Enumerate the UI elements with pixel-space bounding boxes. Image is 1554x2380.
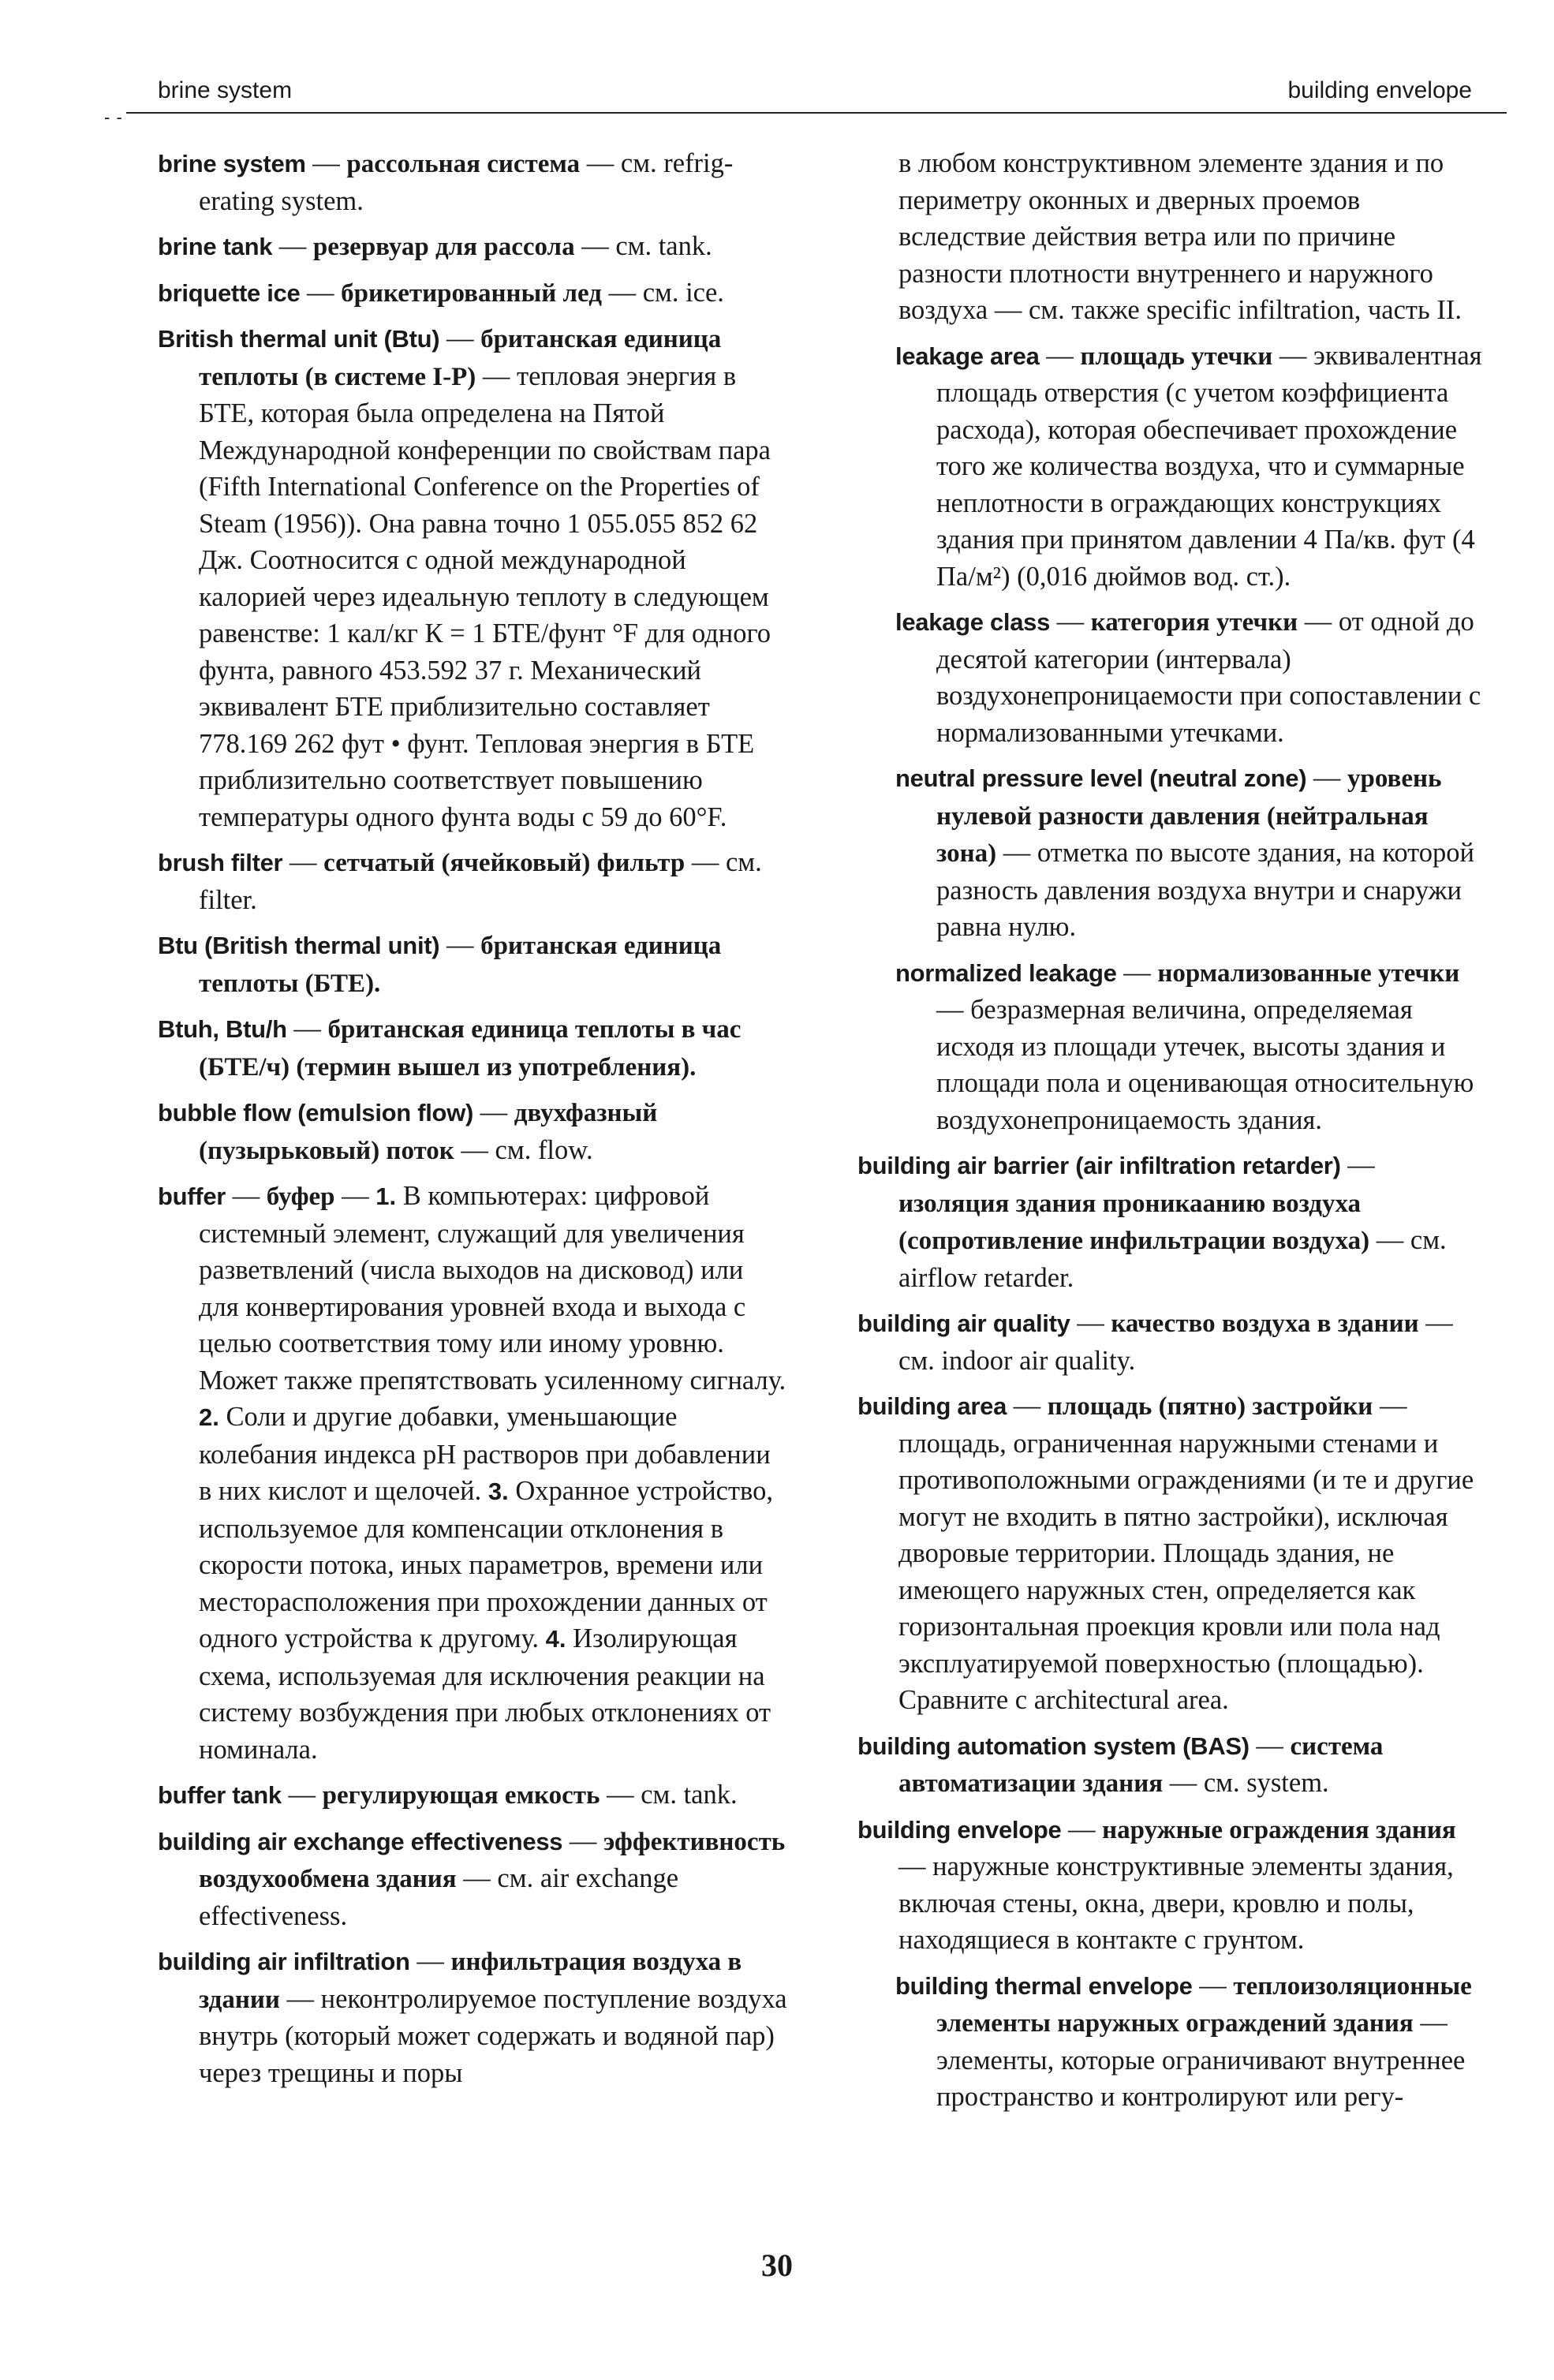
continuation-text: в любом конструктивном элементе здания и по периметру оконных и дверных проемов вследствие действия ветра или по причине разности плотности внутреннего и наружного воздуха — см. также specific infiltration, часть II.: [898, 148, 1462, 325]
entry-translation: качество воздуха в здании: [1111, 1310, 1419, 1338]
entry-translation: брикетированный лед: [341, 278, 602, 308]
entry-term: building area: [857, 1392, 1007, 1420]
right-column: [857, 145, 1489, 2124]
entry-translation: рассольная система: [346, 150, 581, 178]
entry-term: briquette ice: [158, 278, 301, 307]
entry-translation: буфер: [266, 1183, 335, 1211]
entry-term: building automation system (BAS): [857, 1732, 1250, 1760]
entry-translation: регулирующая емкость: [322, 1781, 600, 1810]
entry-translation: уровень нулевой разности давления (нейтральная зона): [936, 764, 1442, 868]
sense-text: Охранное устройство, используемое для компенсации отклонения в скорости потока, иных параметров, времени или месторасположения при прохождении данных от одного устройства к другому.: [199, 1476, 773, 1653]
entry-term: brine system: [158, 150, 306, 177]
sense-text: Соли и другие добавки, уменьшающие колебания индекса pH растворов при добавлении в них кислот и щелочей.: [199, 1402, 771, 1506]
entry-definition: эквивалентная площадь отверстия (с учетом коэффициента расхода), которая обеспечивает прохождение того же количества воздуха, что и суммарные неплотности в ограждающих конструкциях здания при принятом давлении 4 Па/кв. фут (4 Па/м²) (0,016 дюймов вод. ст.).: [936, 340, 1482, 592]
left-column: [158, 145, 789, 2100]
entry-definition: безразмерная величина, определяемая исходя из площади утечек, высоты здания и площади пола и оценивающая относительную воздухонепроницаемость здания.: [936, 995, 1474, 1135]
entry-term: neutral pressure level (neutral zone): [895, 764, 1307, 792]
entry-term: Btuh, Btu/h: [158, 1015, 287, 1043]
entry-definition: отметка по высоте здания, на которой разность давления воздуха внутри и снаружи равна нулю.: [936, 838, 1474, 942]
entry-translation: сетчатый (ячейковый) фильтр: [323, 849, 685, 877]
dictionary-entry: neutral pressure level (neutral zone) — уровень нулевой разности давления (нейтральная зона) — отметка по высоте здания, на которой разность давления воздуха внутри и снаружи равна нулю.: [895, 763, 1474, 942]
page-number: 30: [761, 2247, 793, 2283]
header-rule: [126, 112, 1507, 114]
entry-term: brine tank: [158, 233, 273, 260]
entry-definition: тепловая энергия в БТЕ, которая была определена на Пятой Международной конференции по свойствам пара (Fifth International Conference on the Properties of Steam (1956)). Она равна точно 1 055.055 852 62 Дж. Соотносится с одной международной калорией через идеальную теплоту в следующем равенстве: 1 кал/кг К = 1 БТЕ/фунт °F для одного фунта, равного 453.592 37 г. Механический эквивалент БТЕ приблизительно составляет 778.169 262 фут • фунт. Тепловая энергия в БТЕ приблизительно соответствует повышению температуры одного фунта воды с 59 до 60°F.: [199, 361, 771, 832]
entry-term: brush filter: [158, 849, 283, 876]
dictionary-entry: leakage class — категория утечки — от одной до десятой категории (интервала) воздухонепроницаемости при сопоставлении с нормализованными утечками.: [895, 607, 1481, 748]
entry-definition: элементы, которые ограничивают внутреннее пространство и контролируют или регу-: [936, 2045, 1466, 2112]
entry-translation: изоляция здания проникаанию воздуха (сопротивление инфильтрации воздуха): [898, 1189, 1370, 1255]
entry-definition: см. filter.: [199, 847, 762, 915]
dictionary-entry: building air exchange effectiveness — эффективность воздухообмена здания — см. air exchange effectiveness.: [158, 1825, 786, 1931]
entry-definition: см. tank.: [641, 1780, 738, 1810]
entry-term: building air infiltration: [158, 1948, 410, 1975]
entries-group: [857, 1147, 1489, 1959]
entry-translation: двухфазный (пузырьковый) поток: [199, 1099, 658, 1165]
entry-definition: площадь, ограниченная наружными стенами и противоположными ограждениями (и те и другие могут не входить в пятно застройки), исключая дворовые территории. Площадь здания, не имеющего наружных стен, определяется как горизонтальная проекция кровли или пола над эксплуатируемой поверхностью (площадью). Сравните с architectural area.: [898, 1428, 1474, 1715]
entry-translation: теплоизоляционные элементы наружных ограждений здания: [936, 1971, 1472, 2038]
entry-term: building air barrier (air infiltration retarder): [857, 1152, 1341, 1179]
dictionary-entry: briquette ice — брикетированный лед — см. ice.: [158, 277, 724, 308]
entry-translation: резервуар для рассола: [312, 233, 575, 261]
dictionary-entry: leakage area — площадь утечки — эквивалентная площадь отверстия (с учетом коэффициента расхода), которая обеспечивает прохождение того же количества воздуха, что и суммарные неплотности в ограждающих конструкциях здания при принятом давлении 4 Па/кв. фут (4 Па/м²) (0,016 дюймов вод. ст.).: [895, 340, 1482, 592]
dictionary-entry: Btuh, Btu/h — британская единица теплоты в час (БТЕ/ч) (термин вышел из употребления).: [158, 1014, 742, 1082]
dictionary-entry: brine system — рассольная система — см. refrig-erating system.: [158, 148, 734, 216]
entry-term: building thermal envelope: [895, 1971, 1193, 2000]
entry-term: building envelope: [857, 1815, 1062, 1844]
sense-text: Изолирующая схема, используемая для исключения реакции на систему возбуждения при любых отклонениях от номинала.: [199, 1623, 771, 1765]
sense-number: 2.: [199, 1403, 219, 1431]
entry-term: Btu (British thermal unit): [158, 932, 440, 959]
dictionary-entry: building air barrier (air infiltration retarder) — изоляция здания проникаанию воздуха (сопротивление инфильтрации воздуха) — см. airflow retarder.: [857, 1150, 1447, 1293]
entry-definition: см. airflow retarder.: [898, 1225, 1447, 1293]
entry-translation: британская единица теплоты в час (БТЕ/ч) (термин вышел из употребления).: [199, 1015, 742, 1082]
entry-term: normalized leakage: [895, 958, 1117, 987]
dictionary-entry: brush filter — сетчатый (ячейковый) фильтр — см. filter.: [158, 847, 762, 915]
header-left-term: brine system: [158, 77, 293, 103]
sub-entries-group-2: [857, 1967, 1489, 2116]
header-dash-mark: - -: [104, 107, 123, 127]
entry-definition: см. system.: [1203, 1768, 1329, 1798]
entry-definition: см. air exchange effectiveness.: [199, 1863, 679, 1931]
entry-term: leakage area: [895, 342, 1040, 370]
entry-translation: категория утечки: [1090, 608, 1298, 637]
entry-term: buffer: [158, 1183, 226, 1210]
sense-text: В компьютерах: цифровой системный элемент, служащий для увеличения разветвлений (числа выходов на дисковод) или для конвертирования уровней входа и выхода с целью соответствия тому или иному уровню. Может также препятствовать усиленному сигналу.: [199, 1181, 786, 1395]
dictionary-entry: building area — площадь (пятно) застройки — площадь, ограниченная наружными стенами и противоположными ограждениями (и те и другие могут не входить в пятно застройки), исключая дворовые территории. Площадь здания, не имеющего наружных стен, определяется как горизонтальная проекция кровли или пола над эксплуатируемой поверхностью (площадью). Сравните с architectural area.: [857, 1391, 1474, 1715]
entry-translation: британская единица теплоты (в системе I-P): [199, 325, 722, 391]
entry-translation: британская единица теплоты (БТЕ).: [199, 932, 722, 998]
dictionary-entry: bubble flow (emulsion flow) — двухфазный (пузырьковый) поток — см. flow.: [158, 1097, 658, 1165]
dictionary-entry: buffer — буфер — 1. В компьютерах: цифровой системный элемент, служащий для увеличения разветвлений (числа выходов на дисковод) или для конвертирования уровней входа и выхода с целью соответствия тому или иному уровню. Может также препятствовать усиленному сигналу. 2. Соли и другие добавки, уменьшающие колебания индекса pH растворов при добавлении в них кислот и щелочей. 3. Охранное устройство, используемое для компенсации отклонения в скорости потока, иных параметров, времени или месторасположения при прохождении данных от одного устройства к другому. 4. Изолирующая схема, используемая для исключения реакции на систему возбуждения при любых отклонениях от номинала.: [158, 1181, 786, 1765]
dictionary-entry: building automation system (BAS) — система автоматизации здания — см. system.: [857, 1730, 1384, 1798]
entry-definition: наружные конструктивные элементы здания, включая стены, окна, двери, кровлю и полы, находящиеся в контакте с грунтом.: [898, 1851, 1454, 1955]
dictionary-entry: building envelope — наружные ограждения здания — наружные конструктивные элементы здания, включая стены, окна, двери, кровлю и полы, находящиеся в контакте с грунтом.: [857, 1814, 1456, 1955]
entry-term: leakage class: [895, 608, 1051, 636]
entry-definition: см. ice.: [642, 277, 724, 308]
entry-translation: система автоматизации здания: [898, 1732, 1384, 1798]
entry-term: building air exchange effectiveness: [158, 1827, 563, 1855]
sense-number: 3.: [487, 1478, 509, 1505]
dictionary-entry: normalized leakage — нормализованные утечки — безразмерная величина, определяемая исходя из площади утечек, высоты здания и площади пола и оценивающая относительную воздухонепроницаемость здания.: [895, 957, 1474, 1135]
dictionary-entry: building air quality — качество воздуха в здании — см. indoor air quality.: [857, 1308, 1453, 1376]
running-header: [104, 77, 1507, 127]
entry-definition: см. refrig-erating system.: [199, 148, 734, 216]
dictionary-entry: brine tank — резервуар для рассола — см. tank.: [158, 231, 712, 261]
entry-term: bubble flow (emulsion flow): [158, 1099, 474, 1126]
header-right-term: building envelope: [1287, 77, 1472, 103]
dictionary-entry: Btu (British thermal unit) — британская единица теплоты (БТЕ).: [158, 930, 722, 998]
entry-definition: от одной до десятой категории (интервала) воздухонепроницаемости при сопоставлении с нормализованными утечками.: [936, 607, 1481, 748]
entry-translation: площадь (пятно) застройки: [1047, 1392, 1373, 1421]
entry-definition: см. flow.: [495, 1134, 593, 1165]
entry-translation: наружные ограждения здания: [1102, 1815, 1456, 1844]
entry-term: British thermal unit (Btu): [158, 325, 440, 353]
dictionary-entry: buffer tank — регулирующая емкость — см. tank.: [158, 1780, 738, 1810]
sense-number: 4.: [545, 1625, 566, 1653]
sense-number: 1.: [375, 1183, 397, 1210]
dictionary-entry: building air infiltration — инфильтрация воздуха в здании — неконтролируемое поступление воздуха внутрь (который может содержать и водяной пар) через трещины и поры: [158, 1946, 787, 2088]
sub-entries-group-1: [857, 338, 1489, 1139]
entry-translation: инфильтрация воздуха в здании: [199, 1948, 742, 2014]
entry-translation: эффективность воздухообмена здания: [199, 1827, 786, 1893]
entry-term: building air quality: [857, 1310, 1070, 1337]
dictionary-entry: British thermal unit (Btu) — британская единица теплоты (в системе I-P) — тепловая энергия в БТЕ, которая была определена на Пятой Международной конференции по свойствам пара (Fifth International Conference on the Properties of Steam (1956)). Она равна точно 1 055.055 852 62 Дж. Соотносится с одной международной калорией через идеальную теплоту в следующем равенстве: 1 кал/кг К = 1 БТЕ/фунт °F для одного фунта, равного 453.592 37 г. Механический эквивалент БТЕ приблизительно составляет 778.169 262 фут • фунт. Тепловая энергия в БТЕ приблизительно соответствует повышению температуры одного фунта воды с 59 до 60°F.: [158, 323, 771, 832]
entry-definition: неконтролируемое поступление воздуха внутрь (который может содержать и водяной пар) через трещины и поры: [199, 1983, 787, 2088]
dictionary-entry: building thermal envelope — теплоизоляционные элементы наружных ограждений здания — элементы, которые ограничивают внутреннее пространство и контролируют или регу-: [895, 1970, 1472, 2112]
entry-term: buffer tank: [158, 1781, 282, 1809]
entry-definition: см. tank.: [615, 231, 712, 261]
entry-definition: см. indoor air quality.: [898, 1345, 1136, 1376]
entry-translation: площадь утечки: [1080, 342, 1273, 371]
entry-translation: нормализованные утечки: [1157, 958, 1460, 988]
